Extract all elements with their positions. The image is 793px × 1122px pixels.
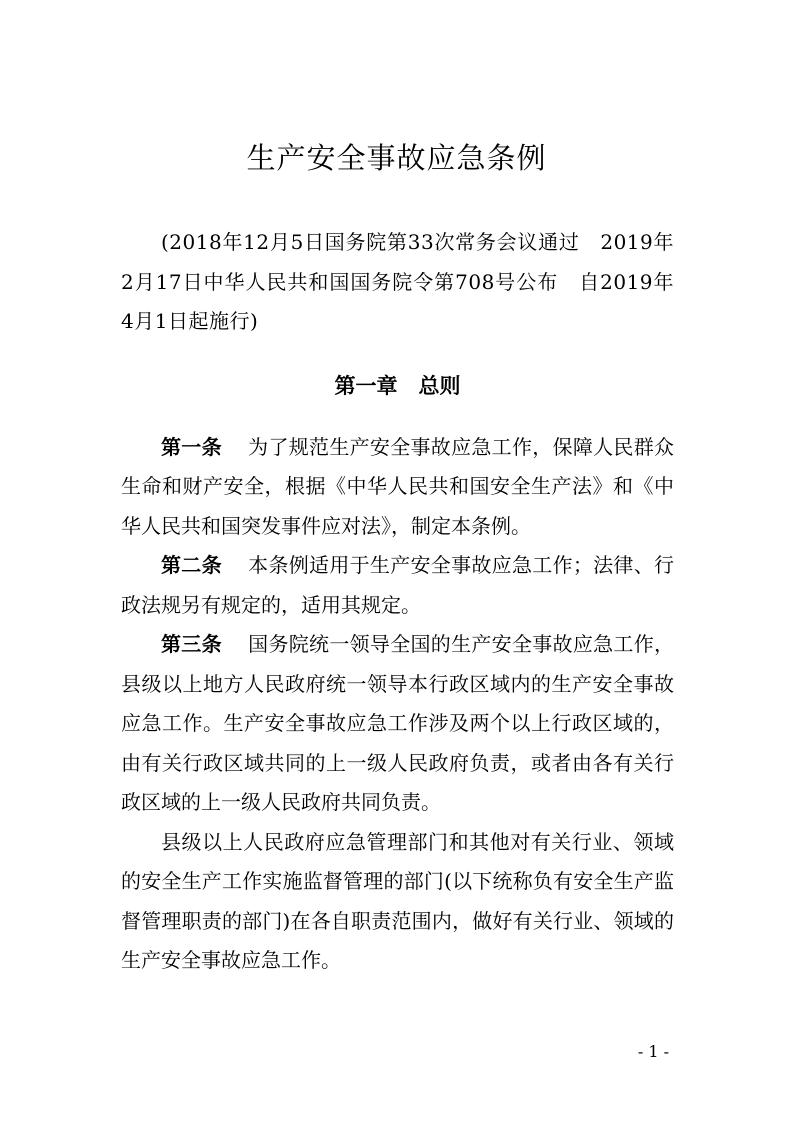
preface-paragraph: (2018年12月5日国务院第33次常务会议通过 2019年2月17日中华人民共和国国务院令第708号公布 自2019年4月1日起施行) <box>121 230 674 333</box>
article-3-continuation: 县级以上人民政府应急管理部门和其他对有关行业、领域的安全生产工作实施监督管理的部门(以下统称负有安全生产监督管理职责的部门)在各自职责范围内，做好有关行业、领域的生产安全事故应急工作。 <box>121 829 674 972</box>
article-text: 本条例适用于生产安全事故应急工作；法律、行政法规另有规定的，适用其规定。 <box>121 553 674 617</box>
document-body <box>121 223 674 981</box>
article-1 <box>121 428 674 547</box>
article-2 <box>121 546 674 625</box>
article-label: 第二条 <box>161 553 222 577</box>
chapter-heading: 第一章 总则 <box>334 373 461 398</box>
article-label: 第三条 <box>161 632 222 656</box>
article-3 <box>121 625 674 823</box>
document-title: 生产安全事故应急条例 <box>246 141 547 175</box>
page-number: - 1 - <box>637 1042 669 1061</box>
article-text: 为了规范生产安全事故应急工作，保障人民群众生命和财产安全，根据《中华人民共和国安全生产法》和《中华人民共和国突发事件应对法》，制定本条例。 <box>121 434 674 538</box>
article-text: 国务院统一领导全国的生产安全事故应急工作，县级以上地方人民政府统一领导本行政区域内的生产安全事故应急工作。生产安全事故应急工作涉及两个以上行政区域的，由有关行政区域共同的上一级人民政府负责，或者由各有关行政区域的上一级人民政府共同负责。 <box>121 632 674 814</box>
article-label: 第一条 <box>161 434 222 459</box>
